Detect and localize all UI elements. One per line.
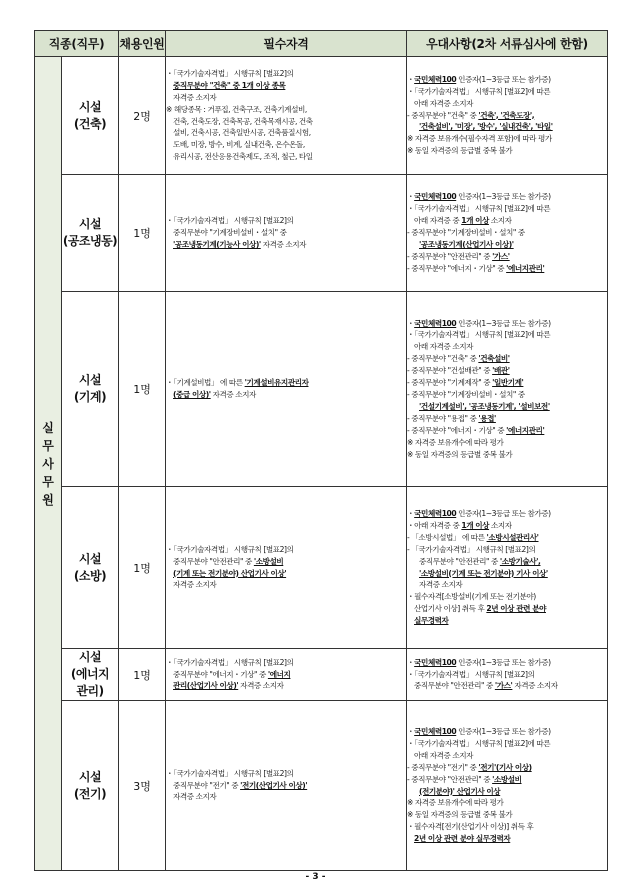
text-segment: 중직무분야 "에너지・기상" 중 xyxy=(173,669,268,679)
text-segment: 아래 자격증 소지자 xyxy=(414,342,474,352)
text-line xyxy=(407,191,607,203)
text-line xyxy=(407,544,607,556)
underlined-text: '기계설비유지관리자 xyxy=(244,378,309,388)
text-segment: ※ 동일 자격증의 등급별 중복 불가 xyxy=(407,449,513,459)
text-segment: 중직무분야 "안전관리" 중 xyxy=(419,556,500,566)
underlined-text: '가스' xyxy=(494,681,513,691)
text-segment: 아래 자격증 중 xyxy=(414,216,462,226)
text-segment: 인증자(1~3등급 또는 참가증) xyxy=(456,192,551,202)
text-line xyxy=(407,680,607,692)
text-segment: ・「기계설비법」 에 따른 xyxy=(166,378,245,388)
text-line xyxy=(166,544,406,556)
recruitment-table xyxy=(34,30,608,871)
underlined-text: (중급 이상)' xyxy=(173,390,211,399)
underlined-text: 국민체력100 xyxy=(414,508,457,518)
position-line: 시설 xyxy=(78,217,102,231)
text-segment: ・필수자격[전기(산업기사 이상)] 취득 후 xyxy=(407,822,534,832)
underlined-text: 1개 이상 xyxy=(461,520,490,530)
required-qualification-cell xyxy=(166,649,407,701)
text-line xyxy=(166,151,406,163)
text-line xyxy=(166,568,406,580)
text-line xyxy=(407,449,607,461)
position-line: (공조냉동) xyxy=(62,234,118,248)
position-line: (기계) xyxy=(73,390,107,404)
underlined-text: '가스' xyxy=(492,251,510,261)
text-segment: 자격증 소지자 xyxy=(210,390,256,399)
headcount-cell: 1명 xyxy=(119,175,166,292)
underlined-text: 국민체력100 xyxy=(414,657,457,667)
underlined-text: '소방설비 xyxy=(253,556,284,566)
text-segment: 인증자(1~3등급 또는 참가증) xyxy=(456,726,551,736)
text-segment: - 중직무분야 "기계제작" 중 xyxy=(407,378,493,388)
underlined-text: (전기분야)' 산업기사 이상 xyxy=(419,786,501,796)
text-line xyxy=(407,774,607,786)
text-line xyxy=(407,425,607,437)
text-segment: - 중직무분야 "건축" 중 xyxy=(407,110,479,120)
required-qualification-cell xyxy=(166,487,407,649)
text-line xyxy=(407,353,607,365)
underlined-text: '소방설비(기계 또는 전기분야) 기사 이상' xyxy=(419,568,548,578)
required-qualification-cell xyxy=(166,292,407,487)
preferred-qualification-cell xyxy=(407,292,608,487)
text-segment: 유리시공, 전산응용건축제도, 조적, 철근, 타일 xyxy=(173,152,313,162)
text-segment: ※ 자격증 보유개수에 따라 평가 xyxy=(407,798,504,808)
table-row xyxy=(35,701,608,871)
preferred-qualification-cell xyxy=(407,175,608,292)
text-segment: 중직무분야 "안전관리" 중 xyxy=(414,681,495,691)
text-line xyxy=(407,239,607,251)
text-line xyxy=(407,603,607,615)
text-line xyxy=(407,203,607,215)
text-line xyxy=(407,329,607,341)
text-segment: ・ xyxy=(407,74,415,84)
text-line xyxy=(166,215,406,227)
text-segment: ・「국가기술자격법」 시행규칙 [별표2]의 xyxy=(166,544,294,554)
text-segment: - 중직무분야 "건설배관" 중 xyxy=(407,366,493,376)
text-segment: ・아래 자격증 중 xyxy=(407,520,462,530)
underlined-text: '전기'(기사 이상) xyxy=(478,762,532,772)
text-segment: - 중직무분야 "에너지・기상" 중 xyxy=(407,425,507,435)
header-job: 직종(직무) xyxy=(35,31,119,57)
text-line xyxy=(407,568,607,580)
required-qualification-cell xyxy=(166,57,407,175)
header-required: 필수자격 xyxy=(166,31,407,57)
text-line xyxy=(407,365,607,377)
text-segment: 중직무분야 "기계장비설비・설치" 중 xyxy=(173,228,287,238)
text-segment: 건축, 건축도장, 건축목공, 건축목재시공, 건축 xyxy=(173,116,313,126)
text-line xyxy=(407,726,607,738)
headcount-cell: 1명 xyxy=(119,649,166,701)
text-segment: - 「국가기술자격법」 시행규칙 [별표2]의 xyxy=(407,544,536,554)
text-line xyxy=(407,833,607,845)
header-row xyxy=(35,31,608,57)
position-line: 관리) xyxy=(76,684,104,698)
text-segment: ・「국가기술자격법」 시행규칙 [별표2]의 xyxy=(166,768,294,778)
text-segment: ※ 자격증 보유개수에 따라 평가 xyxy=(407,437,504,447)
position-line: (에너지 xyxy=(70,667,110,681)
position-line: (전기) xyxy=(73,786,107,801)
text-segment: 소지자 xyxy=(488,216,512,226)
text-line xyxy=(166,80,406,92)
text-line xyxy=(166,239,406,251)
text-line xyxy=(166,680,406,692)
text-segment: ・필수자격[소방설비(기계 또는 전기분야) xyxy=(407,592,536,602)
table-row xyxy=(35,649,608,701)
text-line xyxy=(407,615,607,627)
required-qualification-cell xyxy=(166,175,407,292)
text-line xyxy=(166,669,406,681)
text-segment: - 중직무분야 "에너지・기상" 중 xyxy=(407,263,507,273)
text-segment: - 중직무분야 "기계장비설비・설치" 중 xyxy=(407,228,525,238)
preferred-qualification-cell xyxy=(407,649,608,701)
text-segment: ※ 해당종목 : 거푸집, 건축구조, 건축기계설비, xyxy=(166,104,307,114)
text-segment: ・「국가기술자격법」 시행규칙 [별표2]에 따른 xyxy=(407,330,551,340)
text-segment: 도배, 미장, 방수, 비계, 실내건축, 온수온돌, xyxy=(173,140,305,150)
text-line xyxy=(407,750,607,762)
text-line xyxy=(407,377,607,389)
text-line xyxy=(166,780,406,792)
text-line xyxy=(166,92,406,104)
preferred-qualification-cell xyxy=(407,701,608,871)
preferred-qualification-cell xyxy=(407,487,608,649)
text-line xyxy=(407,762,607,774)
text-segment: ・ xyxy=(407,318,415,328)
text-segment: 중직무분야 "안전관리" 중 xyxy=(173,556,254,566)
text-line xyxy=(407,133,607,145)
underlined-text: '에너지관리' xyxy=(506,263,545,273)
text-segment: 아래 자격증 소지자 xyxy=(414,750,474,760)
text-line xyxy=(166,579,406,591)
underlined-text: 2년 이상 관련 분야 xyxy=(486,604,546,614)
text-line xyxy=(407,437,607,449)
text-segment: 자격증 소지자 xyxy=(419,580,463,590)
text-segment: ・ xyxy=(407,192,415,202)
text-line xyxy=(407,74,607,86)
text-line xyxy=(166,556,406,568)
text-segment: ・「국가기술자격법」 시행규칙 [별표2]의 xyxy=(407,669,535,679)
text-line xyxy=(407,110,607,122)
text-line xyxy=(407,318,607,330)
headcount-cell: 3명 xyxy=(119,701,166,871)
text-segment: - 중직무분야 "안전관리" 중 xyxy=(407,251,493,261)
text-segment: 자격증 소지자 xyxy=(173,92,217,102)
text-line xyxy=(407,215,607,227)
underlined-text: 2년 이상 관련 분야 실무경력자 xyxy=(414,834,511,844)
underlined-text: '배관' xyxy=(492,366,510,376)
position-cell xyxy=(62,487,119,649)
text-segment: 인증자(1~3등급 또는 참가증) xyxy=(456,318,551,328)
text-segment: - 「소방시설법」 에 따른 xyxy=(407,532,487,542)
underlined-text: '용접' xyxy=(478,413,496,423)
text-segment: ※ 자격증 보유개수(필수자격 포함)에 따라 평가 xyxy=(407,134,552,144)
text-line xyxy=(166,389,406,401)
group-label-char: 실 xyxy=(42,420,54,435)
text-segment: 중직무분야 "전기" 중 xyxy=(173,780,241,790)
text-line xyxy=(407,86,607,98)
headcount-cell: 2명 xyxy=(119,57,166,175)
text-line xyxy=(407,389,607,401)
text-line xyxy=(407,579,607,591)
underlined-text: '건축설비', '미장', '방수', '실내건축', '타일' xyxy=(419,122,553,132)
position-cell xyxy=(62,649,119,701)
text-segment: 자격증 소지자 xyxy=(512,681,558,691)
text-segment: ・「국가기술자격법」 시행규칙 [별표2]에 따른 xyxy=(407,86,551,96)
text-line xyxy=(407,786,607,798)
text-segment: 인증자(1~3등급 또는 참가증) xyxy=(456,657,551,667)
underlined-text: '공조냉동기계(기능사 이상)' xyxy=(173,239,261,249)
group-label-char: 무 xyxy=(42,438,54,453)
text-segment: 산업기사 이상] 취득 후 xyxy=(414,604,487,614)
text-line xyxy=(407,98,607,110)
text-line xyxy=(407,227,607,239)
text-segment: ・「국가기술자격법」 시행규칙 [별표2]에 따른 xyxy=(407,738,551,748)
text-segment: 자격증 소지자 xyxy=(173,792,217,802)
text-line xyxy=(407,145,607,157)
table-row xyxy=(35,175,608,292)
text-line xyxy=(166,377,406,389)
text-segment: ・「국가기술자격법」 시행규칙 [별표2]의 xyxy=(166,68,294,78)
underlined-text: '전기(산업기사 이상)' xyxy=(240,780,308,790)
underlined-text: 국민체력100 xyxy=(414,192,457,202)
table-row xyxy=(35,292,608,487)
table-row xyxy=(35,57,608,175)
text-line xyxy=(166,127,406,139)
text-segment: 소지자 xyxy=(489,520,512,530)
text-line xyxy=(407,591,607,603)
text-segment: 자격증 소지자 xyxy=(238,681,284,691)
text-segment: 자격증 소지자 xyxy=(173,580,217,590)
text-line xyxy=(407,532,607,544)
underlined-text: '에너지 xyxy=(267,669,291,679)
text-line xyxy=(407,341,607,353)
text-segment: 아래 자격증 소지자 xyxy=(414,98,474,108)
text-segment: 설비, 건축시공, 건축일반시공, 건축품질시험, xyxy=(173,128,311,138)
text-line xyxy=(407,556,607,568)
text-segment: - 중직무분야 "건축" 중 xyxy=(407,354,479,364)
underlined-text: '소방설비 xyxy=(492,774,522,784)
text-segment: ・「국가기술자격법」 시행규칙 [별표2]의 xyxy=(166,657,294,667)
text-segment: 인증자(1~3등급 또는 참가증) xyxy=(456,508,551,518)
position-cell xyxy=(62,701,119,871)
text-line xyxy=(407,797,607,809)
position-line: 시설 xyxy=(78,769,102,784)
text-line xyxy=(166,791,406,803)
position-cell xyxy=(62,57,119,175)
required-qualification-cell xyxy=(166,701,407,871)
text-line xyxy=(166,68,406,80)
header-count: 채용인원 xyxy=(119,31,166,57)
text-segment: ・ xyxy=(407,726,415,736)
text-line xyxy=(407,809,607,821)
group-label-char: 무 xyxy=(42,474,54,489)
underlined-text: '건설기계설비', '공조냉동기계', '설비보전' xyxy=(419,401,550,411)
underlined-text: 중직무분야 "건축" 중 1개 이상 종목 xyxy=(173,80,286,90)
underlined-text: 관리(산업기사 이상)' xyxy=(173,681,239,691)
text-segment: - 중직무분야 "용접" 중 xyxy=(407,413,479,423)
text-segment: - 중직무분야 "전기" 중 xyxy=(407,762,479,772)
text-line xyxy=(407,263,607,275)
text-line xyxy=(407,251,607,263)
table-row xyxy=(35,487,608,649)
text-line xyxy=(407,821,607,833)
text-line xyxy=(166,139,406,151)
text-line xyxy=(166,227,406,239)
text-line xyxy=(407,520,607,532)
text-segment: - 중직무분야 "안전관리" 중 xyxy=(407,774,493,784)
text-segment: ※ 동일 자격증의 등급별 중복 불가 xyxy=(407,146,513,156)
text-segment: 인증자(1~3등급 또는 참가증) xyxy=(456,74,551,84)
text-line xyxy=(407,657,607,669)
group-label-cell xyxy=(35,57,62,871)
text-segment: ※ 동일 자격증의 등급별 중복 불가 xyxy=(407,810,513,820)
underlined-text: 1개 이상 xyxy=(461,216,489,226)
position-line: 시설 xyxy=(78,99,102,114)
text-line xyxy=(166,768,406,780)
text-line xyxy=(407,413,607,425)
page-number: - 3 - xyxy=(305,872,326,882)
text-line xyxy=(407,401,607,413)
text-segment: - 중직무분야 "기계장비설비・설치" 중 xyxy=(407,390,525,399)
text-segment: ・「국가기술자격법」 시행규칙 [별표2]에 따른 xyxy=(407,204,551,214)
underlined-text: '공조냉동기계(산업기사 이상)' xyxy=(419,239,514,249)
position-line: (소방) xyxy=(73,568,107,583)
text-segment: ・ xyxy=(407,657,415,667)
text-line xyxy=(166,116,406,128)
position-line: 시설 xyxy=(78,551,102,566)
text-line xyxy=(407,669,607,681)
underlined-text: 실무경력자 xyxy=(414,616,449,626)
text-line xyxy=(166,657,406,669)
text-segment: ・「국가기술자격법」 시행규칙 [별표2]의 xyxy=(166,216,294,226)
position-line: (건축) xyxy=(73,116,107,131)
underlined-text: '소방시설관리사' xyxy=(486,532,539,542)
headcount-cell: 1명 xyxy=(119,487,166,649)
position-cell xyxy=(62,292,119,487)
position-cell xyxy=(62,175,119,292)
position-line: 시설 xyxy=(78,373,102,387)
underlined-text: '소방기술사', xyxy=(499,556,541,566)
position-line: 시설 xyxy=(78,650,102,664)
underlined-text: '건축설비' xyxy=(478,354,510,364)
underlined-text: 국민체력100 xyxy=(414,318,457,328)
text-segment: 자격증 소지자 xyxy=(260,239,306,249)
text-line xyxy=(407,121,607,133)
group-label-char: 사 xyxy=(42,456,54,471)
underlined-text: '에너지관리' xyxy=(506,425,545,435)
group-label-char: 원 xyxy=(42,492,54,507)
header-preferred: 우대사항(2차 서류심사에 한함) xyxy=(407,31,608,57)
underlined-text: (기계 또는 전기분야) 산업기사 이상' xyxy=(173,568,287,578)
text-line xyxy=(166,104,406,116)
text-line xyxy=(407,508,607,520)
text-line xyxy=(407,738,607,750)
underlined-text: '일반기계' xyxy=(492,378,524,388)
underlined-text: 국민체력100 xyxy=(414,74,457,84)
underlined-text: 국민체력100 xyxy=(414,726,457,736)
text-segment: ・ xyxy=(407,508,415,518)
underlined-text: '건축', '건축도장', xyxy=(478,110,535,120)
preferred-qualification-cell xyxy=(407,57,608,175)
headcount-cell: 1명 xyxy=(119,292,166,487)
